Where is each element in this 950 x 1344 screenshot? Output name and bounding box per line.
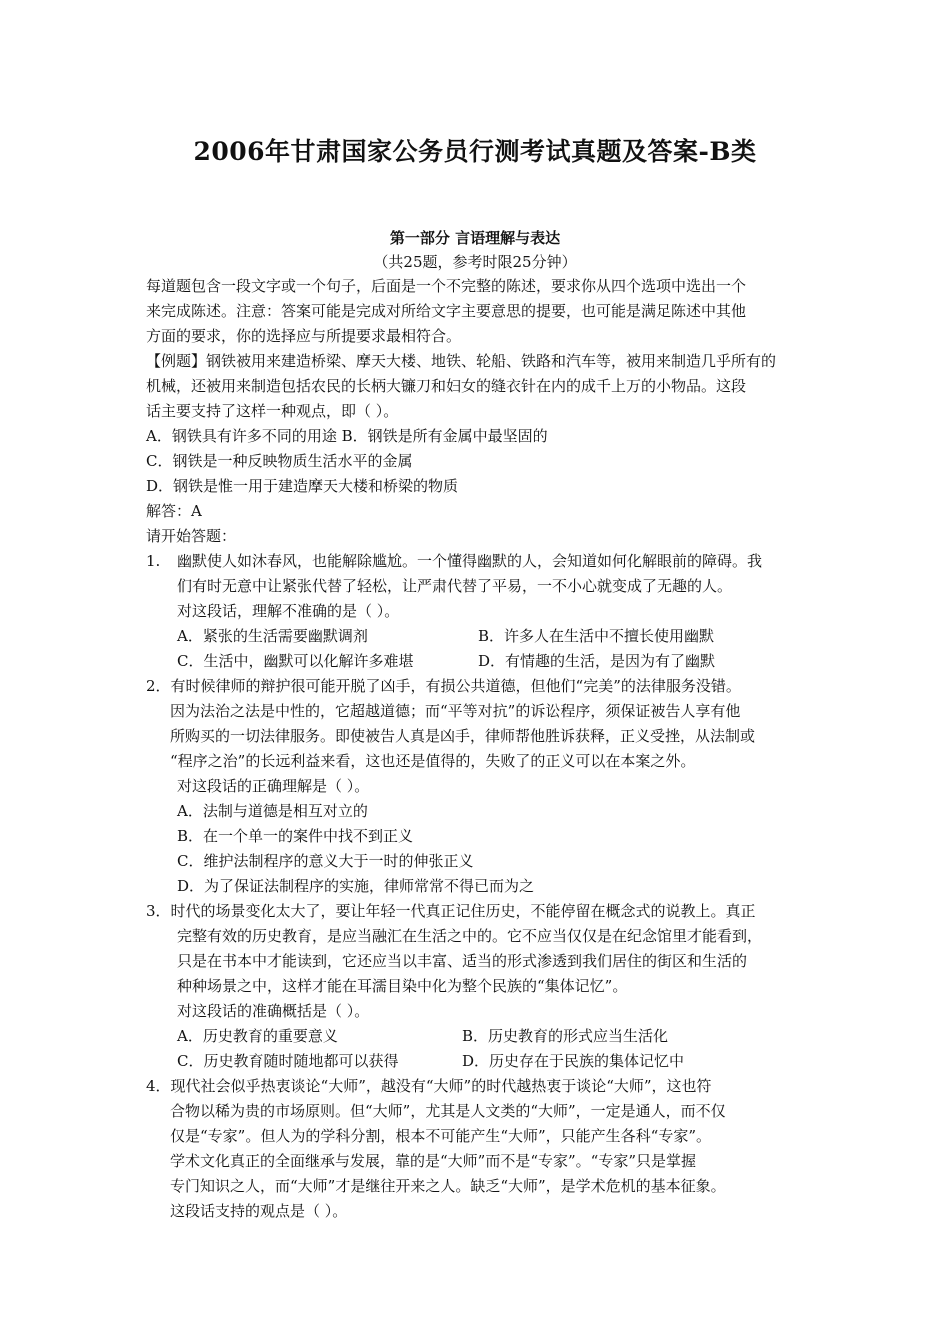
question-line: 对这段话，理解不准确的是（ ）。: [177, 602, 400, 620]
section-title: 第一部分 言语理解与表达: [389, 229, 561, 247]
option-c: C．历史教育随时随地都可以获得: [177, 1052, 399, 1070]
question-line: 3．时代的场景变化太大了，要让年轻一代真正记住历史，不能停留在概念式的说教上。真正: [146, 902, 756, 920]
document-title: 2006年甘肃国家公务员行测考试真题及答案-B类: [193, 137, 757, 166]
question-line: 2．有时候律师的辩护很可能开脱了凶手，有损公共道德，但他们“完美”的法律服务没错。: [146, 677, 741, 695]
question-number: 1.: [146, 552, 161, 570]
question-line: 对这段话的准确概括是（ ）。: [177, 1002, 370, 1020]
example-option-ab: A．钢铁具有许多不同的用途 B．钢铁是所有金属中最坚固的: [146, 427, 548, 445]
question-line: 4．现代社会似乎热衷谈论“大师”，越没有“大师”的时代越热衷于谈论“大师”，这也符: [146, 1077, 712, 1095]
section-note: （共25题，参考时限25分钟）: [373, 253, 577, 271]
question-line: 这段话支持的观点是（ ）。: [170, 1202, 348, 1220]
question-line: 合物以稀为贵的市场原则。但“大师”，尤其是人文类的“大师”，一定是通人，而不仅: [170, 1102, 726, 1120]
option-d: D．有情趣的生活，是因为有了幽默: [478, 652, 716, 670]
option-b: B．在一个单一的案件中找不到正义: [177, 827, 414, 845]
question-line: 们有时无意中让紧张代替了轻松，让严肃代替了平易，一不小心就变成了无趣的人。: [177, 577, 733, 595]
option-a: A．法制与道德是相互对立的: [177, 802, 368, 820]
instruction-line: 来完成陈述。注意：答案可能是完成对所给文字主要意思的提要，也可能是满足陈述中其他: [146, 302, 747, 320]
instruction-line: 方面的要求，你的选择应与所提要求最相符合。: [146, 327, 462, 345]
option-c: C．生活中，幽默可以化解许多难堪: [177, 652, 414, 670]
question-line: 仅是“专家”。但人为的学科分割，根本不可能产生“大师”，只能产生各科“专家”。: [170, 1127, 712, 1145]
option-d: D．为了保证法制程序的实施，律师常常不得已而为之: [177, 877, 535, 895]
option-d: D．历史存在于民族的集体记忆中: [462, 1052, 685, 1070]
option-a: A．历史教育的重要意义: [177, 1027, 338, 1045]
question-line: 学术文化真正的全面继承与发展，靠的是“大师”而不是“专家”。“专家”只是掌握: [170, 1152, 697, 1170]
example-line: 【例题】钢铁被用来建造桥梁、摩天大楼、地铁、轮船、铁路和汽车等，被用来制造几乎所有的: [146, 352, 777, 370]
question-line: 只是在书本中才能读到，它还应当以丰富、适当的形式渗透到我们居住的街区和生活的: [177, 952, 748, 970]
question-line: 因为法治之法是中性的，它超越道德；而“平等对抗”的诉讼程序，须保证被告人享有他: [170, 702, 741, 720]
example-option-c: C．钢铁是一种反映物质生活水平的金属: [146, 452, 413, 470]
question-line: 所购买的一切法律服务。即使被告人真是凶手，律师帮他胜诉获释，正义受挫，从法制或: [170, 727, 756, 745]
question-line: 幽默使人如沐春风，也能解除尴尬。一个懂得幽默的人，会知道如何化解眼前的障碍。我: [177, 552, 763, 570]
option-b: B．历史教育的形式应当生活化: [462, 1027, 669, 1045]
question-line: “程序之治”的长远利益来看，这也还是值得的，失败了的正义可以在本案之外。: [170, 752, 696, 770]
example-answer: 解答：A: [146, 502, 202, 520]
example-line: 机械，还被用来制造包括农民的长柄大镰刀和妇女的缝衣针在内的成千上万的小物品。这段: [146, 377, 747, 395]
question-line: 完整有效的历史教育，是应当融汇在生活之中的。它不应当仅仅是在纪念馆里才能看到，: [177, 927, 763, 945]
option-c: C．维护法制程序的意义大于一时的伸张正义: [177, 852, 474, 870]
question-line: 种种场景之中，这样才能在耳濡目染中化为整个民族的“集体记忆”。: [177, 977, 628, 995]
instruction-line: 每道题包含一段文字或一个句子，后面是一个不完整的陈述，要求你从四个选项中选出一个: [146, 277, 747, 295]
question-line: 对这段话的正确理解是（ ）。: [177, 777, 370, 795]
option-b: B．许多人在生活中不擅长使用幽默: [478, 627, 715, 645]
option-a: A．紧张的生活需要幽默调剂: [177, 627, 368, 645]
start-prompt: 请开始答题：: [146, 527, 237, 545]
example-line: 话主要支持了这样一种观点，即（ ）。: [146, 402, 399, 420]
question-line: 专门知识之人，而“大师”才是继往开来之人。缺乏“大师”，是学术危机的基本征象。: [170, 1177, 726, 1195]
example-option-d: D．钢铁是惟一用于建造摩天大楼和桥梁的物质: [146, 477, 459, 495]
